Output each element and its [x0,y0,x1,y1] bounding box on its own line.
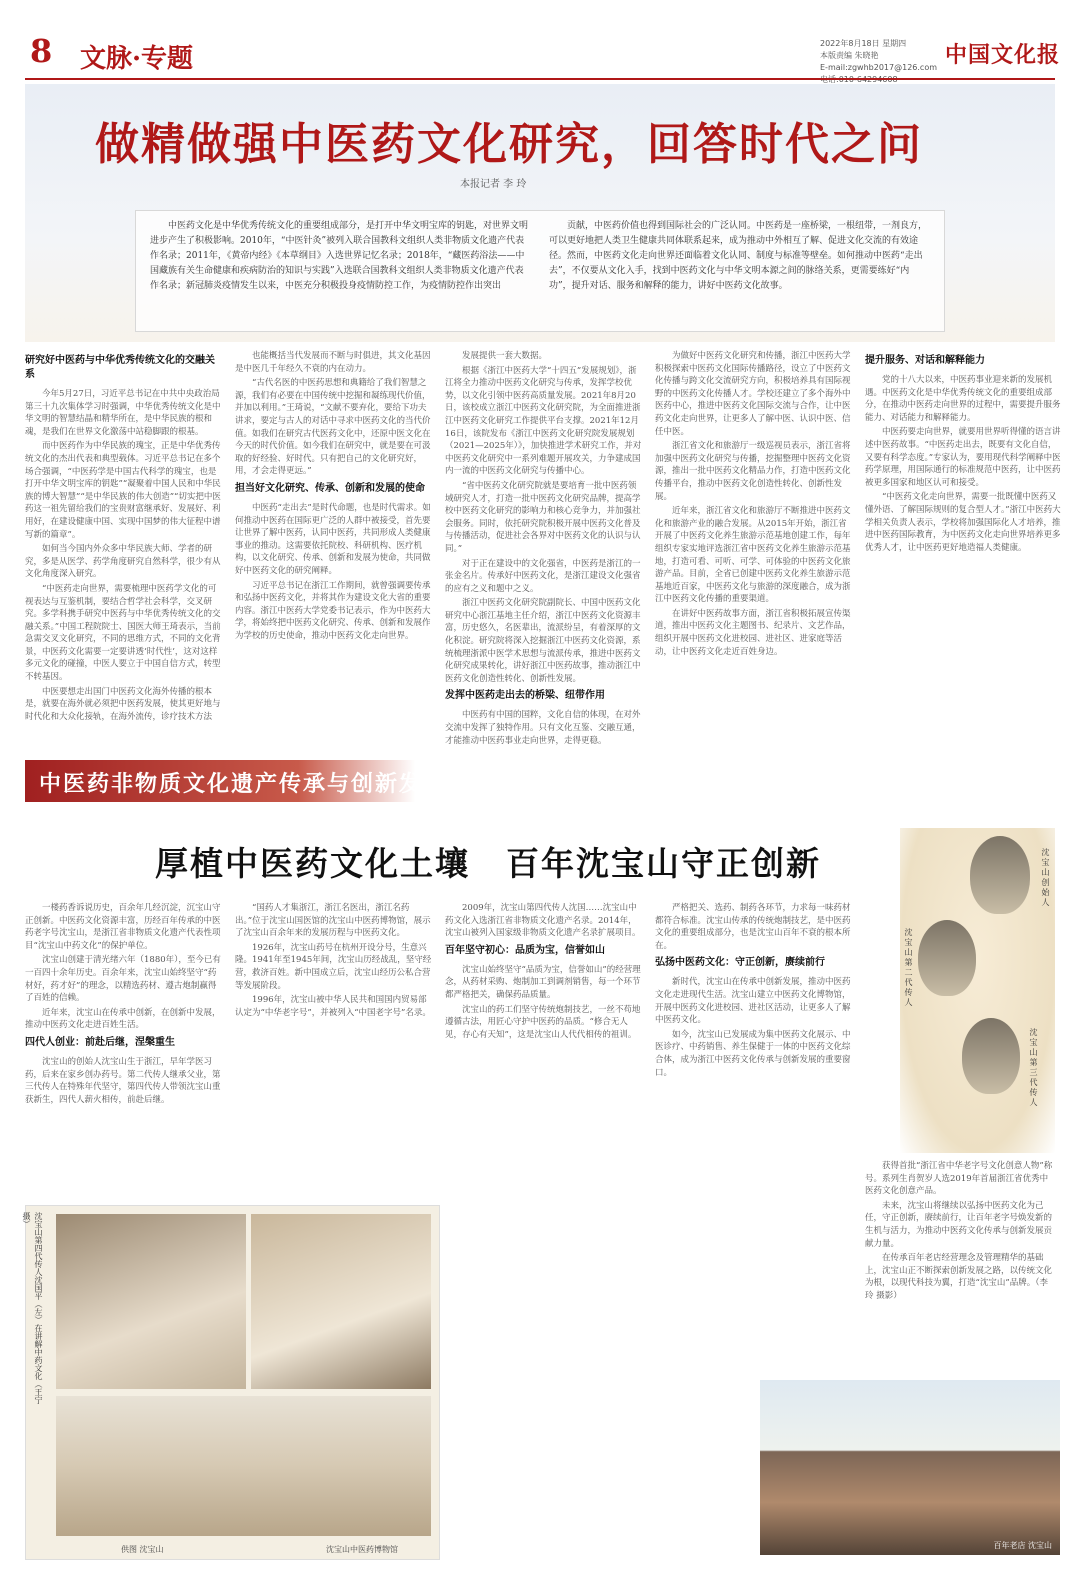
paragraph: 新时代，沈宝山在传承中创新发展，推动中医药文化走进现代生活。沈宝山建立中医药文化博物馆，开展中医药文化进校园、进社区活动，让更多人了解中医药文化。 [655,977,851,1026]
portrait-face [962,1018,1020,1094]
portrait-label: 沈宝山第二代传人 [904,928,913,1008]
paragraph: 沈宝山的创始人沈宝山生于浙江，早年学医习药，后来在家乡创办药号。第二代传人继承父业，第三代传人在特殊年代坚守，第四代传人带领沈宝山重获新生，四代人薪火相传，前赴后继。 [25,1056,221,1105]
section-heading: 担当好文化研究、传承、创新和发展的使命 [235,482,425,494]
article2-column [25,902,223,1202]
founders-portrait-photo [900,828,1055,1153]
section-heading: 研究好中医药与中华优秀传统文化的交融关系 [25,355,215,380]
section-banner [25,760,448,802]
article1-column [25,350,223,750]
paragraph: 获得首批“浙江省中华老字号文化创意人物”称号。系列生肖贺岁人选2019年首届浙江省优秀中医药文化创意产品。 [865,1161,1053,1197]
article1-columns [25,350,1063,750]
article1-column [655,350,853,750]
paragraph: 今年5月27日，习近平总书记在中共中央政治局第三十九次集体学习时强调，中华优秀传统文化是中华文明的智慧结晶和精华所在，是中华民族的根和魂，是我们在世界文化激荡中站稳脚跟的根基。 [25,389,221,437]
portrait-label: 沈宝山第三代传人 [1029,1028,1038,1108]
paragraph: 也能概括当代发展而不断与时俱进，其文化基因是中医几千年经久不衰的内在动力。 [235,351,431,374]
newspaper-logo: 中国文化报 [945,42,1061,68]
photo-caption: 供图 沈宝山 [121,1545,164,1554]
paragraph: 中医要想走出国门中医药文化海外传播的根本是，就要在海外就必须把中医药发展，使其更好地与时代化和大众化接轨，在海外流传，诊疗技术方法 [25,686,221,722]
paragraph: 1996年，沈宝山被中华人民共和国国内贸易部认定为“中华老字号”，并被列入“中国老字号”名录。 [235,995,431,1018]
section-heading: 发挥中医药走出去的桥梁、纽带作用 [445,690,605,702]
paragraph: 对于正在建设中的文化强省，中医药是浙江的一张金名片。传承好中医药文化，是浙江建设文化强省的应有之义和题中之义。 [445,558,641,594]
article1-column [235,350,433,750]
paragraph: “中医药文化走向世界，需要一批既懂中医药又懂外语、了解国际规则的复合型人才。”浙江中医药大学相关负责人表示，学校将加强国际化人才培养，推进中医药国际教育，为中医药文化走向世界培养更多优秀人才，让中医药更好地造福人类健康。 [865,492,1061,553]
paragraph: 未来，沈宝山将继续以弘扬中医药文化为己任，守正创新，赓续前行，让百年老字号焕发新的生机与活力，为推动中医药文化传承与创新发展贡献力量。 [865,1200,1053,1249]
article1-lead-box [135,210,945,332]
paragraph: 中医药要走向世界，就要用世界听得懂的语言讲述中医药故事。“中医药走出去，既要有文化自信，又要有科学态度。”专家认为，要用现代科学阐释中医药学原理，用国际通行的标准规范中医药，让中医药被更多国家和地区认可和接受。 [865,427,1061,488]
headline-part-b: 百年沈宝山守正创新 [506,844,821,883]
portrait-face [918,920,976,996]
article2-columns-right [865,1160,1055,1380]
section-heading: 四代人创业：前赴后继，涅槃重生 [25,1036,175,1048]
photo-museum-showcase [56,1396,431,1536]
paragraph: 为做好中医药文化研究和传播，浙江中医药大学积极探索中医药文化国际传播路径，设立了中医药文化传播与跨文化交流研究方向，积极培养具有国际视野的中医药文化传播人才。学校还建立了多个海外中医药中心，推进中医药文化国际交流与合作，让中医药文化走向世界，让更多人了解中医、认识中医、信任中医。 [655,351,851,437]
paragraph: 一楼药香诉说历史，百余年几经沉淀，沉宝山守正创新。中医药文化资源丰富，历经百年传承的中医药老字号沈宝山，是浙江省非物质文化遗产代表性项目“沈宝山中药文化”的保护单位。 [25,903,221,951]
section-heading: 弘扬中医药文化：守正创新，赓续前行 [655,957,825,969]
paragraph: 在讲好中医药故事方面，浙江省积极拓展宣传渠道，推出中医药文化主题图书、纪录片、文艺作品，组织开展中医药文化进校园、进社区、进家庭等活动，让中医药文化走近百姓身边。 [655,608,851,657]
vertical-photo-caption: 沈宝山第四代传人沈国平（左）在讲解中药文化（王宁 摄） [22,1212,43,1404]
paragraph: 中医药“走出去”是时代命题，也是时代需求。如何推动中医药在国际更广泛的人群中被接受，首先要让世界了解中医药，认同中医药，共同形成人类健康事业的推动。这需要依托院校、科研机构、医疗机构，以文化研究、传承、创新和发展为使命，共同做好中医药文化的研究阐释。 [235,502,431,576]
paragraph: 如今，沈宝山已发展成为集中医药文化展示、中医诊疗、中药销售、养生保健于一体的中医药文化综合体，成为浙江中医药文化传承与创新发展的重要窗口。 [655,1029,851,1078]
photo-caption: 沈宝山中医药博物馆 [326,1545,398,1554]
article2-column [235,902,433,1202]
portrait-face [970,836,1030,914]
photo-caption: 百年老店 沈宝山 [993,1541,1052,1550]
paragraph: 严格把关、选药、制药各环节，力求每一味药材都符合标准。沈宝山传承的传统炮制技艺，是中医药文化的重要组成部分，也是沈宝山百年不衰的根本所在。 [655,903,851,951]
paragraph: 沈宝山创建于清光绪六年（1880年），至今已有一百四十余年历史。百余年来，沈宝山始终坚守“药材好，药才好”的理念，以精选药材、遵古炮制赢得了百姓的信赖。 [25,955,221,1004]
paragraph: 近年来，沈宝山在传承中创新，在创新中发展，推动中医药文化走进百姓生活。 [25,1007,221,1031]
portrait-label: 沈宝山创始人 [1041,848,1050,908]
paragraph: “省中医药文化研究院就是要培育一批中医药领域研究人才，打造一批中医药文化研究品牌，提高学校中医药文化研究的影响力和核心竞争力，并加强社会服务。同时，依托研究院积极开展中医药文化普及与传播活动，促进社会各界对中医药文化的认识与认同。” [445,480,641,554]
masthead [0,0,1080,80]
photo-exhibit-hall [56,1214,246,1389]
paragraph: 习近平总书记在浙江工作期间，就曾强调要传承和弘扬中医药文化，并将其作为建设文化大省的重要内容。浙江中医药大学党委书记表示，作为中医药大学，将始终把中医药文化研究、传承、创新和发展作为学校的历史使命，推动中医药文化走向世界。 [235,580,431,641]
paragraph: 中医药有中国的国粹，文化自信的体现，在对外交流中发挥了独特作用。只有文化互鉴、交融互通，才能推动中医药事业走向世界，走得更稳。 [445,710,641,746]
paragraph: 浙江省文化和旅游厅一级巡视员表示，浙江省将加强中医药文化研究与传播，挖掘整理中医药文化资源，推出一批中医药文化精品力作，打造中医药文化传播平台，推动中医药文化创造性转化、创新性发展。 [655,441,851,502]
section-title: 文脉·专题 [80,44,194,74]
article1-byline: 本报记者 李 玲 [460,179,527,190]
paragraph: 发展提供一套大数据。 [462,351,548,361]
storefront-photo [760,1380,1060,1555]
paragraph: “国药人才集浙江，浙江名医出，浙江名药出。”位于沈宝山国医馆的沈宝山中医药博物馆，展示了沈宝山百余年来的发展历程与中医药文化。 [235,903,431,939]
article2-column [865,1160,1055,1380]
article1-column [445,350,643,750]
headline-part-a: 厚植中医药文化土壤 [155,844,470,883]
section-heading: 提升服务、对话和解释能力 [865,355,985,366]
paragraph: 沈宝山的药工们坚守传统炮制技艺，一丝不苟地遵循古法，用匠心守护中医药的品质。“修合无人见，存心有天知”，这是沈宝山人代代相传的祖训。 [445,1004,641,1040]
page-number: 8 [30,32,53,70]
photo-guide-explaining [251,1214,431,1389]
paragraph: 如何当今国内外众多中华民族大师、学者的研究，多是从医学、药学角度研究自然科学，很少有从文化角度深入研究。 [25,544,221,580]
paragraph: 而中医药作为中华民族的瑰宝，正是中华优秀传统文化的杰出代表和典型载体。习近平总书记在多个场合强调，“中医药学是中国古代科学的瑰宝，也是打开中华文明宝库的钥匙”“凝聚着中国人民和中华民族的博大智慧”“是中华民族的伟大创造”“切实把中医药这一祖先留给我们的宝贵财富继承好、发展好、利用好，在建设健康中国、实现中国梦的伟大征程中谱写新的篇章”。 [25,441,221,540]
article2-headline [155,838,821,885]
article2-column [445,902,643,1562]
editor-credit: 本版责编 朱晓艳 [820,51,879,60]
article1-column [865,350,1063,750]
lead-paragraph-left: 中医药文化是中华优秀传统文化的重要组成部分，是打开中华文明宝库的钥匙，对世界文明进步产生了积极影响。2010年，“中医针灸”被列入联合国教科文组织人类非物质文化遗产代表作名录；2011年，《黄帝内经》《本草纲目》入选世界记忆名录；2018年，“藏医药浴法——中国藏族有关生命健康和疾病防治的知识与实践”入选联合国教科文组织人类非物质文化遗产代表作名录；新冠肺炎疫情发生以来，中医充分积极投身疫情防控工作，为疫情防控作出突出 [150,221,529,291]
contact-email: E-mail:zgwhb2017@126.com [820,63,938,72]
issue-date: 2022年8月18日 星期四 [820,39,907,48]
museum-photo-collage [22,1205,440,1560]
paragraph: 2009年，沈宝山第四代传人沈国……沈宝山中药文化入选浙江省非物质文化遗产名录。2014年，沈宝山被列入国家级非物质文化遗产名录扩展项目。 [445,903,641,939]
masthead-rule [25,78,1055,80]
paragraph: “中医药走向世界，需要梳理中医药学文化的可视表达与互鉴机制，要结合哲学社会科学，交叉研究。多学科携手研究中医药与中华优秀传统文化的交融关系。”中国工程院院士、国医大师王琦表示，当前急需交叉文化研究，不同的思维方式，不同的文化背景，中医药文化需要一定要讲透‘时代性’，这对这样多元文化的碰撞，中医人要立于中国自信方式，转型不转基因。 [25,583,221,683]
paragraph: 根据《浙江中医药大学“十四五”发展规划》，浙江将全力推动中医药文化研究与传承，发挥学校优势，以文化引领中医药高质量发展。2021年8月20日，该校成立浙江中医药文化研究院，为全面推进浙江中医药文化研究工作提供平台支撑。2021年12月16日，该院发布《浙江中医药文化研究院发展规划（2021—2025年）》，加快推进学术研究工作，并对中医药文化研究中一系列难题开展攻关，力争建成国内一流的中医药文化研究与传播中心。 [445,365,642,477]
banner-text: 中医药非物质文化遗产传承与创新发展 [39,771,448,797]
section-heading: 百年坚守初心：品质为宝，信誉如山 [445,944,605,956]
paragraph: “古代名医的中医药思想和典籍给了我们智慧之源，我们有必要在中国传统中挖掘和凝练现代价值，并加以利用。”王琦说，“文献不要弃化，要给下功夫讲求，要定与古人的对话中寻求中医药文化的当代价值。如我们在研究古代医药文化中，还原中医文化在今天的时代价值。如今我们在研究中，就是要在可汲取的好经验、好时代。只有把自己的文化研究好，用，才会走得更远。” [235,378,431,477]
article1-headline: 做精做强中医药文化研究，回答时代之问 [95,119,923,170]
paragraph: 1926年，沈宝山药号在杭州开设分号，生意兴隆。1941年至1945年间，沈宝山历经战乱，坚守经营，救济百姓。新中国成立后，沈宝山经历公私合营等发展阶段。 [235,942,432,991]
paragraph: 近年来，浙江省文化和旅游厅不断推进中医药文化和旅游产业的融合发展。从2015年开始，浙江省开展了中医药文化养生旅游示范基地创建工作，每年组织专家实地评选浙江省中医药文化养生旅游示范基地，打造可看、可听、可学、可体验的中医药文化旅游产品。目前，全省已创建中医药文化养生旅游示范基地近百家，中医药文化与旅游的深度融合，成为浙江中医药文化传播的重要渠道。 [655,506,851,605]
paragraph: 沈宝山始终坚守“品质为宝，信誉如山”的经营理念，从药材采购、炮制加工到调剂销售，每一个环节都严格把关，确保药品质量。 [445,964,641,1000]
paragraph: 在传承百年老店经营理念及管理精华的基础上，沈宝山正不断探索创新发展之路，以传统文化为根，以现代科技为翼，打造“沈宝山”品牌。（李 玲 摄影） [865,1253,1053,1301]
paragraph: 浙江中医药文化研究院副院长、中国中医药文化研究中心浙江基地主任介绍，浙江中医药文化资源丰富，历史悠久，名医辈出，流派纷呈，有着深厚的文化积淀。研究院将深入挖掘浙江中医药文化资源，系统梳理浙派中医学术思想与流派传承，推进中医药文化研究成果转化，讲好浙江中医药故事，推动浙江中医药文化创造性转化、创新性发展。 [445,598,641,684]
paragraph: 党的十八大以来，中医药事业迎来新的发展机遇。中医药文化是中华优秀传统文化的重要组成部分，在推动中医药走向世界的过程中，需要提升服务能力、对话能力和解释能力。 [865,375,1061,423]
lead-paragraph-right: 贡献，中医药价值也得到国际社会的广泛认同。中医药是一座桥梁，一根纽带，一剂良方，可以更好地把人类卫生健康共同体联系起来，成为推动中外相互了解、促进文化交流的有效途径。然而，中医药文化走向世界还面临着文化认同、制度与标准等壁垒。如何推动中医药“走出去”，不仅要从文化入手，找到中医药文化与中华文明本源之间的脉络关系，更需要练好“内功”，提升对话、服务和解释的能力，讲好中医药文化故事。 [549,221,928,291]
